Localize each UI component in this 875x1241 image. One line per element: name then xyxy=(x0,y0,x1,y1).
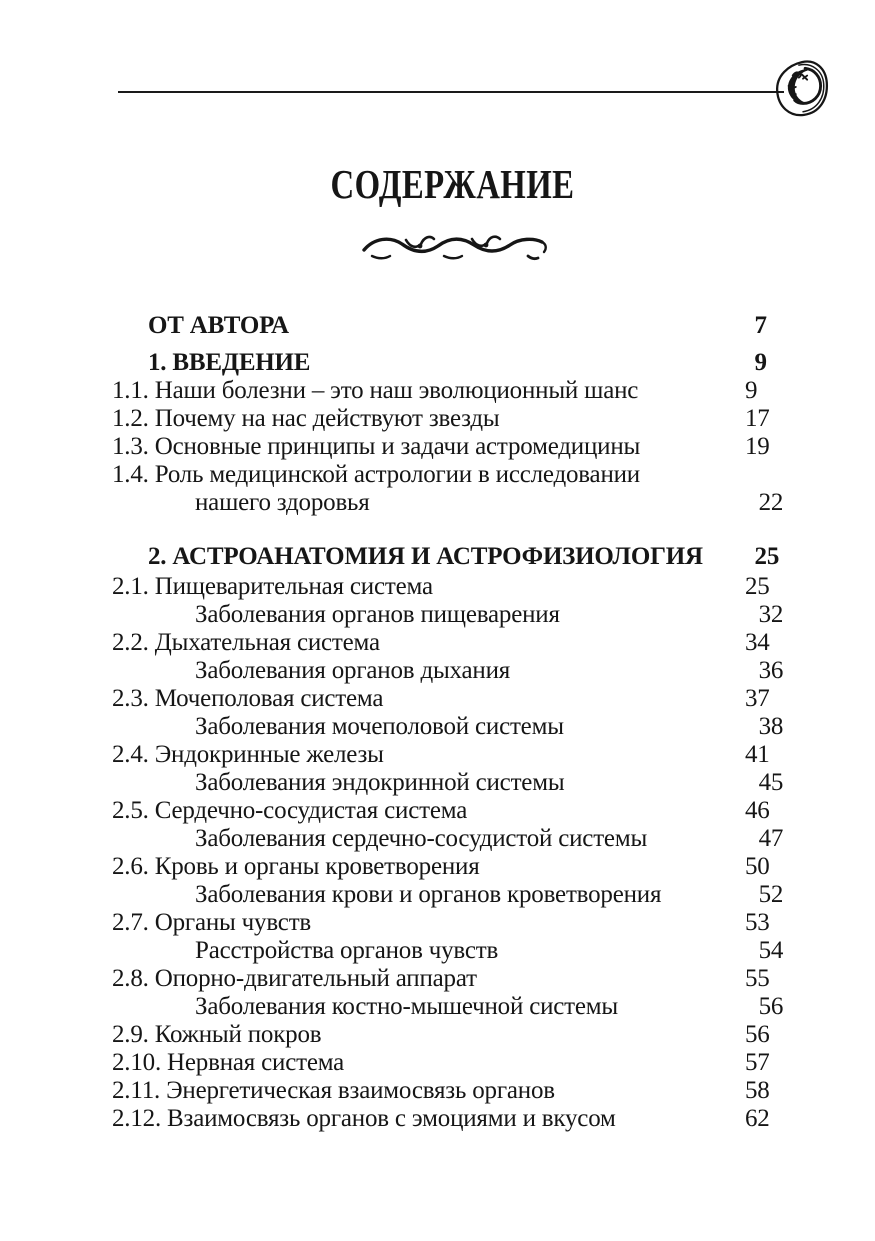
toc-row xyxy=(112,601,812,629)
toc-row xyxy=(112,573,812,601)
toc-row xyxy=(112,377,812,405)
toc-entry-page: 7 xyxy=(754,312,767,339)
toc-entry-label: 2.12. Взаимосвязь органов с эмоциями и вкусом xyxy=(112,1105,616,1132)
toc-entry-page: 53 xyxy=(745,909,770,936)
toc-entry-page: 52 xyxy=(758,881,784,908)
toc-entry-label: 2.2. Дыхательная система xyxy=(112,629,380,656)
divider-ornament-icon xyxy=(358,226,548,264)
toc-entry-label: Заболевания костно-мышечной системы xyxy=(195,993,619,1020)
toc-entry-label: 2.11. Энергетическая взаимосвязь органов xyxy=(112,1077,555,1104)
toc-entry-label: 2.5. Сердечно-сосудистая система xyxy=(112,797,468,824)
toc-row xyxy=(112,881,812,909)
toc-entry-page: 19 xyxy=(745,433,770,460)
toc-entry-page: 34 xyxy=(745,629,770,656)
toc-row xyxy=(112,741,812,769)
toc-entry-label: 2. АСТРОАНАТОМИЯ И АСТРОФИЗИОЛОГИЯ xyxy=(148,543,703,570)
toc-row xyxy=(112,685,812,713)
toc-entry-page: 32 xyxy=(758,601,784,628)
toc-row xyxy=(112,713,812,741)
toc-entry-label: 2.4. Эндокринные железы xyxy=(112,741,384,768)
toc-entry-page: 62 xyxy=(745,1105,770,1132)
toc-entry-label: Заболевания крови и органов кроветворения xyxy=(195,881,662,908)
toc-entry-label: Заболевания органов пищеварения xyxy=(195,601,560,628)
toc-entry-page: 36 xyxy=(758,657,784,684)
toc-entry-page: 37 xyxy=(745,685,770,712)
toc-entry-label: нашего здоровья xyxy=(195,489,370,516)
toc-entry-label: 1. ВВЕДЕНИЕ xyxy=(148,349,311,376)
toc-entry-label: Расстройства органов чувств xyxy=(195,937,499,964)
toc-entry-label: Заболевания мочеполовой системы xyxy=(195,713,564,740)
page-title xyxy=(125,162,780,206)
toc-row xyxy=(112,909,812,937)
toc-row xyxy=(112,1077,812,1105)
toc-list xyxy=(112,303,812,1133)
toc-entry-label: Заболевания органов дыхания xyxy=(195,657,511,684)
toc-entry-page: 57 xyxy=(745,1049,770,1076)
toc-row xyxy=(112,489,812,517)
toc-row xyxy=(112,312,812,340)
toc-row xyxy=(112,993,812,1021)
toc-row xyxy=(112,797,812,825)
toc-entry-page: 25 xyxy=(745,573,770,600)
toc-entry-page: 38 xyxy=(758,713,784,740)
toc-row xyxy=(112,349,812,377)
toc-row xyxy=(112,1105,812,1133)
toc-row xyxy=(112,657,812,685)
toc-entry-page: 46 xyxy=(745,797,770,824)
toc-entry-page: 56 xyxy=(745,1021,770,1048)
toc-entry-label: 2.9. Кожный покров xyxy=(112,1021,322,1048)
toc-entry-label: 2.6. Кровь и органы кроветворения xyxy=(112,853,480,880)
toc-entry-page: 54 xyxy=(758,937,784,964)
toc-row xyxy=(112,405,812,433)
toc-entry-page: 50 xyxy=(745,853,770,880)
toc-entry-page: 9 xyxy=(745,377,758,404)
toc-row xyxy=(112,965,812,993)
toc-entry-page: 56 xyxy=(758,993,784,1020)
toc-entry-label: ОТ АВТОРА xyxy=(148,312,289,339)
toc-row xyxy=(112,825,812,853)
toc-entry-page: 45 xyxy=(758,769,784,796)
toc-row xyxy=(112,1049,812,1077)
toc-row xyxy=(112,1021,812,1049)
stamp-ornament-icon xyxy=(773,58,831,120)
header-rule xyxy=(118,91,784,93)
toc-entry-label: 2.10. Нервная система xyxy=(112,1049,345,1076)
toc-row xyxy=(112,433,812,461)
toc-row xyxy=(112,853,812,881)
toc-row xyxy=(112,461,812,489)
toc-entry-label: 1.1. Наши болезни – это наш эволюционный шанс xyxy=(112,377,639,404)
toc-entry-page: 25 xyxy=(754,543,780,570)
toc-entry-label: 2.3. Мочеполовая система xyxy=(112,685,384,712)
toc-row xyxy=(112,629,812,657)
toc-entry-page: 9 xyxy=(754,349,767,376)
toc-entry-page: 55 xyxy=(745,965,770,992)
page-title-text: СОДЕРЖАНИЕ xyxy=(330,161,575,207)
toc-entry-label: 1.2. Почему на нас действуют звезды xyxy=(112,405,500,432)
toc-entry-page: 22 xyxy=(758,489,784,516)
toc-entry-label: 2.8. Опорно-двигательный аппарат xyxy=(112,965,477,992)
toc-entry-page: 47 xyxy=(758,825,784,852)
toc-row xyxy=(112,769,812,797)
toc-entry-page: 58 xyxy=(745,1077,770,1104)
toc-entry-label: 1.3. Основные принципы и задачи астромедицины xyxy=(112,433,641,460)
toc-row xyxy=(112,543,812,571)
toc-entry-page: 17 xyxy=(745,405,770,432)
toc-entry-page: 41 xyxy=(745,741,770,768)
toc-row xyxy=(112,937,812,965)
toc-entry-label: 2.1. Пищеварительная система xyxy=(112,573,433,600)
toc-entry-label: 1.4. Роль медицинской астрологии в исследовании xyxy=(112,461,640,488)
toc-entry-label: 2.7. Органы чувств xyxy=(112,909,312,936)
toc-entry-label: Заболевания сердечно-сосудистой системы xyxy=(195,825,648,852)
toc-entry-label: Заболевания эндокринной системы xyxy=(195,769,565,796)
